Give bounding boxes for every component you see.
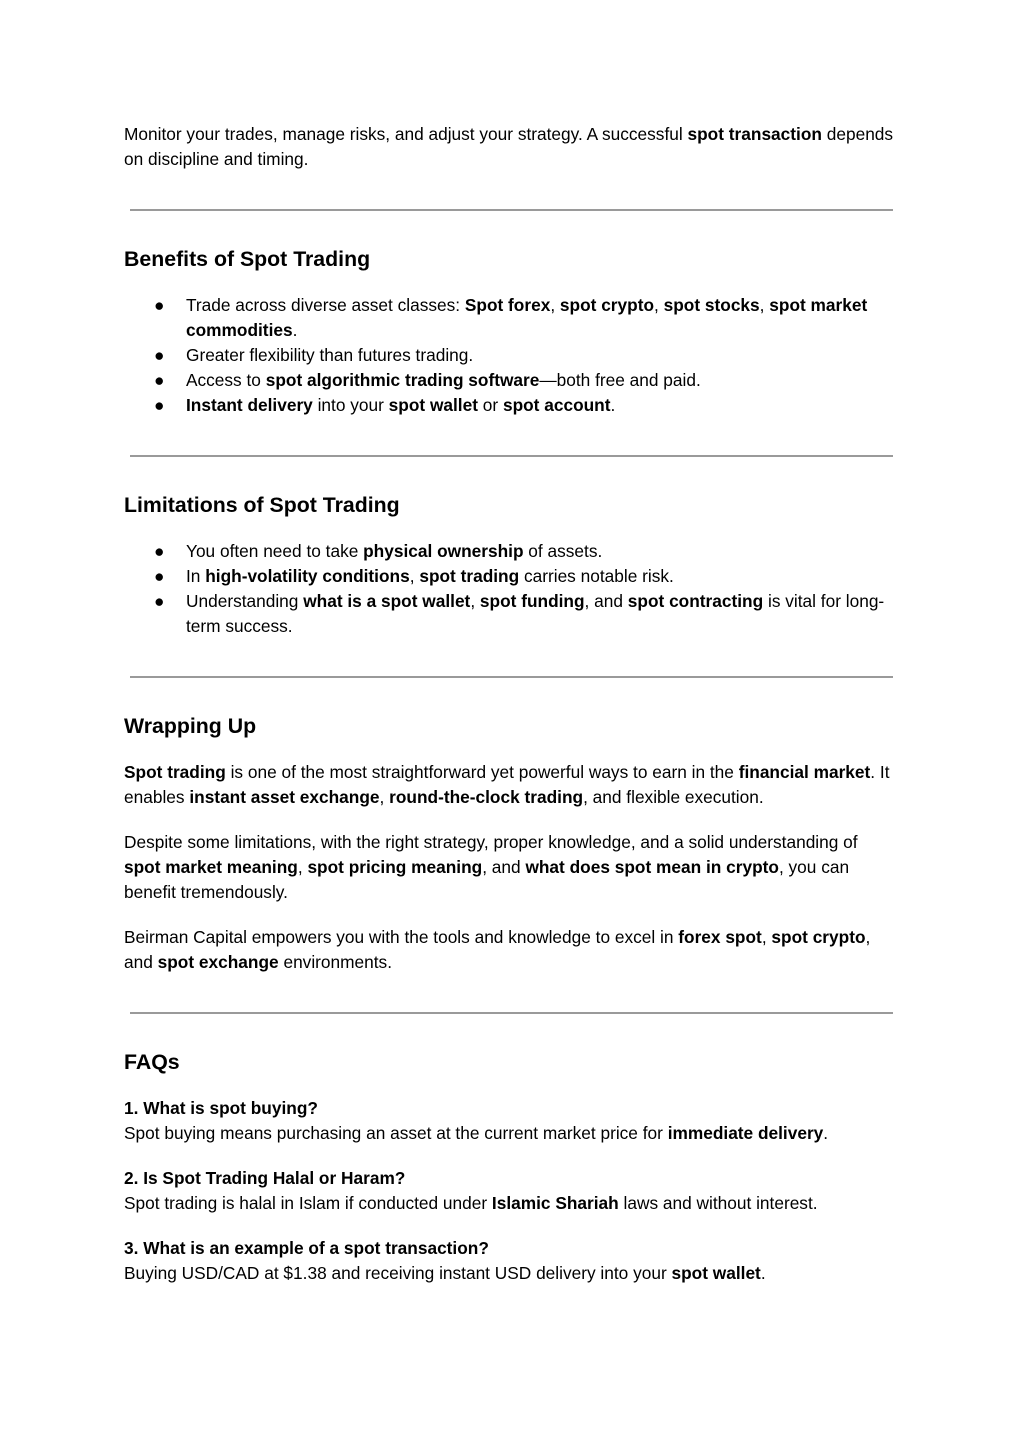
bold-text: spot market commodities — [186, 295, 868, 340]
bold-text: spot wallet — [388, 395, 478, 415]
bold-text: forex spot — [678, 927, 762, 947]
bold-text: physical ownership — [363, 541, 524, 561]
list-item-text: Instant delivery into your spot wallet or spot account. — [186, 395, 616, 415]
list-item-text: Trade across diverse asset classes: Spot forex, spot crypto, spot stocks, spot market commodities. — [186, 295, 868, 340]
faq-question: 1. What is spot buying? — [124, 1098, 318, 1118]
faq-answer: Spot trading is halal in Islam if conducted under Islamic Shariah laws and without interest. — [124, 1193, 818, 1213]
bullet-icon: ● — [154, 591, 165, 611]
bold-text: what is a spot wallet — [303, 591, 471, 611]
bullet-icon: ● — [154, 345, 165, 365]
list-item-text: Understanding what is a spot wallet, spot funding, and spot contracting is vital for long-term success. — [186, 591, 885, 636]
bold-text: instant asset exchange — [189, 787, 380, 807]
bold-text: spot transaction — [687, 124, 822, 144]
bold-text: Islamic Shariah — [491, 1193, 619, 1213]
bold-text: spot wallet — [671, 1263, 761, 1283]
bold-text: high-volatility conditions — [205, 566, 410, 586]
bold-text: what does spot mean in crypto — [525, 857, 779, 877]
bold-text: round-the-clock trading — [389, 787, 584, 807]
bold-text: spot account — [502, 395, 611, 415]
bold-text: spot market meaning — [124, 857, 298, 877]
list-item-text: You often need to take physical ownership of assets. — [186, 541, 603, 561]
bold-text: spot algorithmic trading software — [265, 370, 540, 390]
bold-text: spot contracting — [627, 591, 764, 611]
list-item — [124, 539, 894, 564]
bold-text: Spot forex — [464, 295, 551, 315]
faq-question: 2. Is Spot Trading Halal or Haram? — [124, 1168, 406, 1188]
wrapping-up-paragraph: Despite some limitations, with the right strategy, proper knowledge, and a solid understanding of spot market meaning, spot pricing meaning, and what does spot mean in crypto, you can benefit tremendously. — [124, 832, 858, 902]
document-page — [124, 122, 894, 1286]
list-item — [124, 293, 894, 343]
wrapping-up-heading: Wrapping Up — [124, 714, 257, 738]
limitations-list — [124, 539, 894, 639]
benefits-heading: Benefits of Spot Trading — [124, 247, 371, 271]
faq-answer: Spot buying means purchasing an asset at the current market price for immediate delivery. — [124, 1123, 829, 1143]
limitations-heading: Limitations of Spot Trading — [124, 493, 400, 517]
faq-question: 3. What is an example of a spot transaction? — [124, 1238, 489, 1258]
list-item-text: Greater flexibility than futures trading. — [186, 345, 474, 365]
list-item — [124, 589, 894, 639]
bullet-icon: ● — [154, 566, 165, 586]
bold-text: spot crypto — [771, 927, 866, 947]
wrapping-up-paragraph: Spot trading is one of the most straightforward yet powerful ways to earn in the financial market. It enables instant asset exchange, round-the-clock trading, and flexible execution. — [124, 762, 890, 807]
bullet-icon: ● — [154, 370, 165, 390]
bold-text: Instant delivery — [186, 395, 313, 415]
list-item-text: Access to spot algorithmic trading software—both free and paid. — [186, 370, 701, 390]
wrapping-up-paragraph: Beirman Capital empowers you with the tools and knowledge to excel in forex spot, spot crypto, and spot exchange environments. — [124, 927, 871, 972]
benefits-list — [124, 293, 894, 418]
bold-text: spot funding — [479, 591, 585, 611]
list-item — [124, 343, 894, 368]
bold-text: spot stocks — [663, 295, 760, 315]
list-item-text: In high-volatility conditions, spot trading carries notable risk. — [186, 566, 674, 586]
bold-text: financial market — [738, 762, 871, 782]
bold-text: Spot trading — [124, 762, 226, 782]
bullet-icon: ● — [154, 541, 165, 561]
bullet-icon: ● — [154, 295, 165, 315]
faqs-heading: FAQs — [124, 1050, 180, 1074]
bold-text: spot pricing meaning — [307, 857, 483, 877]
intro-paragraph: Monitor your trades, manage risks, and adjust your strategy. A successful spot transaction depends on discipline and timing. — [124, 124, 894, 169]
faq-answer: Buying USD/CAD at $1.38 and receiving instant USD delivery into your spot wallet. — [124, 1263, 766, 1283]
bullet-icon: ● — [154, 395, 165, 415]
bold-text: spot exchange — [157, 952, 279, 972]
list-item — [124, 368, 894, 393]
list-item — [124, 564, 894, 589]
bold-text: spot trading — [419, 566, 520, 586]
bold-text: spot crypto — [559, 295, 655, 315]
list-item — [124, 393, 894, 418]
bold-text: immediate delivery — [667, 1123, 824, 1143]
